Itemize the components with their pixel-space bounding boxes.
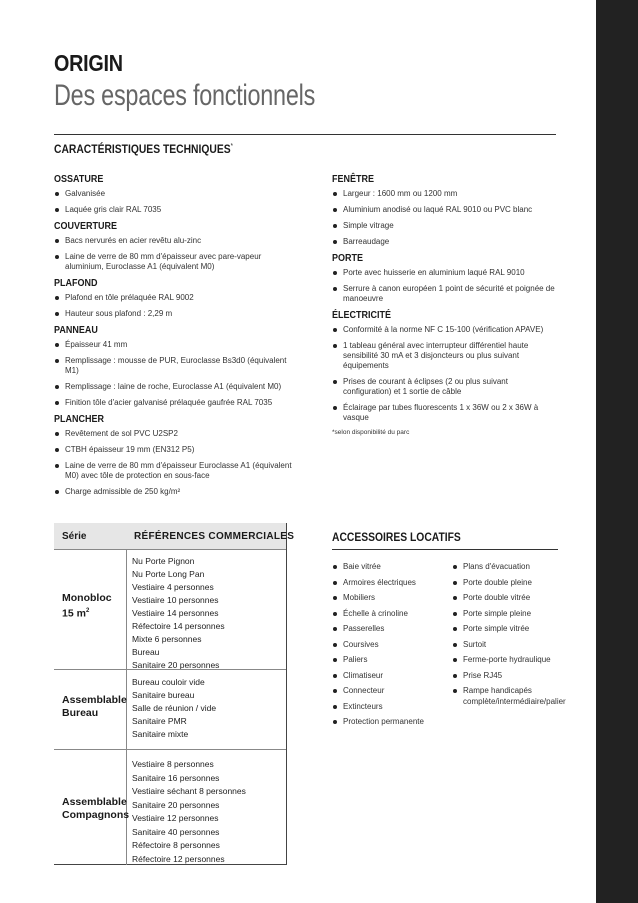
reference-item: Réfectoire 12 personnes [132,853,225,864]
spec-item: Aluminium anodisé ou laqué RAL 9010 ou PVC blanc [332,205,558,215]
spec-block-panneau [54,325,292,408]
accessory-item: Porte double vitrée [452,593,560,604]
spec-item: Remplissage : mousse de PUR, Euroclasse Bs3d0 (équivalent M1) [54,356,292,376]
divider-top [54,134,556,135]
footnote: *selon disponibilité du parc [332,429,410,436]
reference-item: Vestiaire 12 personnes [132,813,219,823]
reference-item: Salle de réunion / vide [132,703,217,713]
spec-item: Barreaudage [332,237,558,247]
spec-item: Finition tôle d'acier galvanisé prélaquée gaufrée RAL 7035 [54,398,292,408]
serie-sup: 2 [85,608,90,614]
accessory-item: Baie vitrée [332,562,444,573]
spec-item: Hauteur sous plafond : 2,29 m [54,309,292,319]
reference-item: Vestiaire 14 personnes [132,608,219,618]
accessory-item: Armoires électriques [332,578,444,589]
spec-item: 1 tableau général avec interrupteur différentiel haute sensibilité 30 mA et 3 disjoncteurs ou plus suivant équipements [332,341,558,371]
reference-item: Nu Porte Pignon [132,556,195,566]
serie-line-2-text: 15 m [62,607,86,620]
reference-item: Sanitaire 20 personnes [132,799,220,810]
spec-item: Bacs nervurés en acier revêtu alu-zinc [54,236,292,246]
side-bar [596,0,638,903]
reference-item: Sanitaire PMR [132,716,187,726]
table-row [54,669,286,749]
spec-item: Laine de verre de 80 mm d'épaisseur Euroclasse A1 (équivalent M0) avec tôle de protection en sous-face [54,461,292,481]
reference-item: Sanitaire 40 personnes [132,826,220,837]
accessory-item: Paliers [332,655,444,666]
spec-item: Galvanisée [54,189,292,199]
serie-name [62,694,127,720]
spec-block-plancher [54,414,292,497]
spec-item: Plafond en tôle prélaquée RAL 9002 [54,293,292,303]
serie-line-2: Compagnons [62,809,130,821]
table-row [54,749,286,865]
spec-item: Prises de courant à éclipses (2 ou plus suivant configuration) et 1 sortie de câble [332,377,558,397]
spec-item: Épaisseur 41 mm [54,340,292,350]
reference-item: Sanitaire mixte [132,729,189,739]
spec-heading: PLAFOND [54,278,98,289]
accessory-item: Coursives [332,640,444,651]
spec-block-porte [332,253,558,304]
page-subtitle: Des espaces fonctionnels [54,79,316,112]
specs-right-column [332,174,558,436]
reference-item: Vestiaire 4 personnes [132,582,214,592]
accessory-item: Plans d'évacuation [452,562,560,573]
accessory-item: Connecteur [332,686,444,697]
serie-line-2 [62,605,112,621]
column-divider [126,550,127,669]
reference-item: Bureau couloir vide [132,677,205,687]
column-header-references: RÉFÉRENCES COMMERCIALES [134,531,295,542]
references-list [132,555,225,672]
spec-item: Simple vitrage [332,221,558,231]
spec-heading: PORTE [332,253,364,264]
reference-item: Réfectoire 14 personnes [132,621,225,631]
section-title-specs [54,142,233,156]
accessory-item: Rampe handicapés complète/intermédiaire/palier [452,686,560,707]
spec-item: Éclairage par tubes fluorescents 1 x 36W ou 2 x 36W à vasque [332,403,558,423]
table-header [54,523,295,549]
spec-item: Conformité à la norme NF C 15-100 (vérification APAVE) [332,325,558,335]
specs-left-column [54,174,292,503]
reference-item: Réfectoire 8 personnes [132,840,220,850]
spec-heading: PANNEAU [54,325,98,336]
serie-name [62,796,129,822]
references-table [54,523,295,865]
serie-name [62,592,112,621]
table-row [54,549,286,669]
accessory-item: Prise RJ45 [452,671,560,682]
section-title-mark: * [230,143,233,150]
accessory-item: Climatiseur [332,671,444,682]
accessory-item: Extincteurs [332,702,444,713]
reference-item: Vestiaire 10 personnes [132,595,219,605]
serie-line-2: Bureau [62,707,99,719]
accessory-item: Porte double pleine [452,578,560,589]
spec-item: Laine de verre de 80 mm d'épaisseur avec pare-vapeur aluminium, Euroclasse A1 (équivalent M0) [54,252,292,272]
accessory-item: Porte simple vitrée [452,624,560,635]
serie-line-1: Monobloc [62,592,112,604]
accessories-column-2 [452,562,566,712]
serie-line-1: Assemblable [62,694,127,706]
divider-accessories [332,549,558,550]
serie-line-1: Assemblable [62,796,127,808]
reference-item: Nu Porte Long Pan [132,569,205,579]
page-title: ORIGIN [54,50,123,76]
spec-item: Remplissage : laine de roche, Euroclasse A1 (équivalent M0) [54,382,292,392]
spec-heading: PLANCHER [54,414,105,425]
accessory-item: Échelle à crinoline [332,609,444,620]
spec-block-fenetre [332,174,558,247]
spec-item: Laquée gris clair RAL 7035 [54,205,292,215]
accessory-item: Surtoit [452,640,560,651]
accessory-item: Protection permanente [332,717,444,728]
references-list [132,676,216,741]
spec-heading: ÉLECTRICITÉ [332,310,392,321]
accessory-item: Passerelles [332,624,444,635]
spec-item: Charge admissible de 250 kg/m² [54,487,292,497]
spec-item: Serrure à canon européen 1 point de sécurité et poignée de manoeuvre [332,284,558,304]
spec-block-ossature [54,174,292,215]
reference-item: Sanitaire 20 personnes [132,660,220,670]
spec-heading: FENÊTRE [332,174,375,185]
spec-block-couverture [54,221,292,272]
reference-item: Vestiaire séchant 8 personnes [132,786,246,796]
reference-item: Mixte 6 personnes [132,634,202,644]
column-header-serie: Série [62,531,87,542]
accessory-item: Porte simple pleine [452,609,560,620]
spec-heading: OSSATURE [54,174,104,185]
section-title-text: CARACTÉRISTIQUES TECHNIQUES [54,142,231,156]
section-title-accessories: ACCESSOIRES LOCATIFS [332,530,461,544]
spec-item: Largeur : 1600 mm ou 1200 mm [332,189,558,199]
spec-item: Porte avec huisserie en aluminium laqué RAL 9010 [332,268,558,278]
reference-item: Bureau [132,647,160,657]
spec-heading: COUVERTURE [54,221,118,232]
spec-item: CTBH épaisseur 19 mm (EN312 P5) [54,445,292,455]
accessory-item: Mobiliers [332,593,444,604]
spec-block-electricite [332,310,558,423]
accessories-column-1 [332,562,444,733]
accessory-item: Ferme-porte hydraulique [452,655,560,666]
references-list [132,758,246,866]
spec-block-plafond [54,278,292,319]
reference-item: Sanitaire bureau [132,690,195,700]
reference-item: Sanitaire 16 personnes [132,772,220,783]
spec-item: Revêtement de sol PVC U2SP2 [54,429,292,439]
reference-item: Vestiaire 8 personnes [132,759,214,769]
